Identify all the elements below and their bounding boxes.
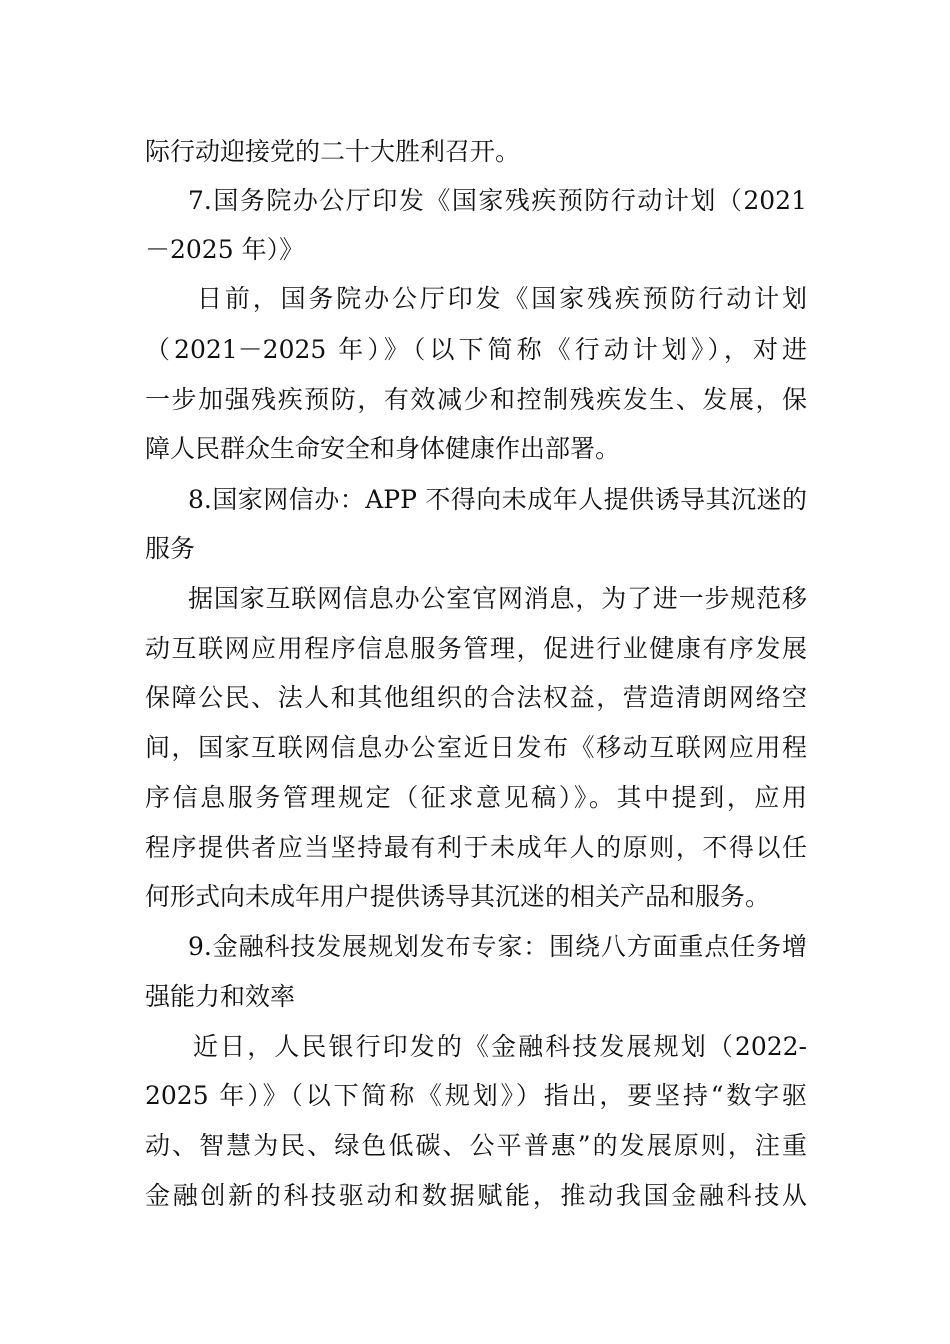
paragraph-line: 障人民群众生命安全和身体健康作出部署。	[145, 434, 621, 463]
paragraph-line: 据国家互联网信息办公室官网消息，为了进一步规范移	[188, 584, 807, 613]
section-heading-9-cont: 强能力和效率	[145, 982, 296, 1011]
section-heading-8-cont: 服务	[145, 534, 196, 563]
paragraph-line: 2025 年）》（以下简称《规划》）指出，要坚持“数字驱	[145, 1081, 807, 1110]
paragraph-line: 一步加强残疾预防，有效减少和控制残疾发生、发展，保	[145, 385, 807, 414]
paragraph-line: 日前，国务院办公厅印发《国家残疾预防行动计划	[197, 284, 807, 313]
paragraph-line: 何形式向未成年用户提供诱导其沉迷的相关产品和服务。	[145, 882, 771, 911]
paragraph-line: （2021－2025 年）》（以下简称《行动计划》），对进	[145, 335, 807, 364]
paragraph-line: 动、智慧为民、绿色低碳、公平普惠”的发展原则，注重	[145, 1131, 807, 1160]
paragraph-line: 保障公民、法人和其他组织的合法权益，营造清朗网络空	[145, 683, 807, 712]
section-heading-7: 7.国务院办公厅印发《国家残疾预防行动计划（2021	[188, 186, 807, 215]
section-heading-8: 8.国家网信办：APP 不得向未成年人提供诱导其沉迷的	[188, 485, 807, 514]
paragraph-line: 金融创新的科技驱动和数据赋能，推动我国金融科技从	[145, 1181, 807, 1210]
paragraph-line: 序信息服务管理规定（征求意见稿）》。其中提到，应用	[145, 783, 807, 812]
section-heading-7-cont: －2025 年）》	[145, 235, 305, 264]
paragraph-line: 近日，人民银行印发的《金融科技发展规划（2022-	[193, 1032, 807, 1061]
paragraph-line: 动互联网应用程序信息服务管理，促进行业健康有序发展	[145, 634, 807, 663]
paragraph-line: 程序提供者应当坚持最有利于未成年人的原则，不得以任	[145, 833, 807, 862]
paragraph-line: 间，国家互联网信息办公室近日发布《移动互联网应用程	[145, 733, 807, 762]
text-line: 际行动迎接党的二十大胜利召开。	[145, 137, 521, 166]
section-heading-9: 9.金融科技发展规划发布专家：围绕八方面重点任务增	[188, 932, 807, 961]
